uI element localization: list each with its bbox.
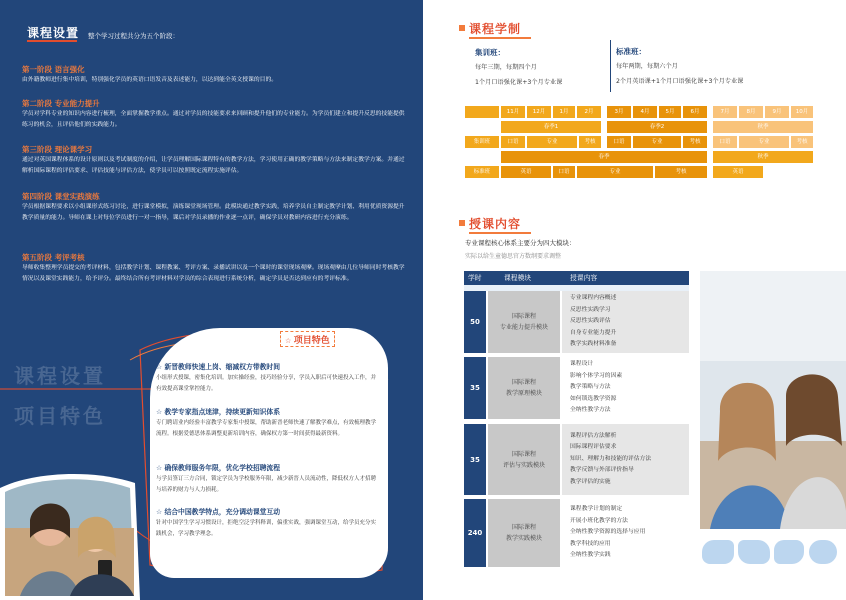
- hours-cell: 50: [464, 291, 486, 353]
- feature-4-text: 针对中国学生学习习惯设计，拒绝空泛学科释训，偏重实战，强调课堂互动，给学员充分实践机会，学习教学理念。: [156, 520, 377, 537]
- feature-2-heading: ☆ 教学专家指点迷津，持续更新知识体系: [156, 408, 281, 416]
- month-cell: 4月: [633, 106, 657, 118]
- month-cell: 12月: [527, 106, 551, 118]
- course-cell: 英语: [501, 166, 551, 178]
- course-cell: 专业: [633, 136, 681, 148]
- exam-cell: 考核: [579, 136, 601, 148]
- students-laughing-photo: [700, 271, 846, 529]
- term-cell: 春季2: [607, 121, 707, 133]
- course-cell: 专业: [577, 166, 653, 178]
- decorative-shape: [774, 540, 804, 564]
- watermark-course: 课程设置: [14, 364, 106, 388]
- page-title: 课程设置: [27, 26, 80, 40]
- course-cell: 口语: [553, 166, 575, 178]
- title-underline: [27, 40, 77, 42]
- right-page: [423, 0, 846, 600]
- stage-1-heading: 第一阶段 语言强化: [22, 65, 85, 74]
- month-cell: 3月: [607, 106, 631, 118]
- standard-line-1: 每年两期，每期六个月: [616, 63, 678, 70]
- exam-cell: 考核: [791, 136, 813, 148]
- decorative-shape: [738, 540, 770, 564]
- intensive-line-1: 每年三期，每期四个月: [475, 64, 537, 71]
- month-cell: 11月: [501, 106, 525, 118]
- header-hours: 学时: [464, 271, 488, 285]
- content-title: 授课内容: [469, 217, 522, 231]
- features-title: ☆ 项目特色: [280, 331, 335, 347]
- content-cell: 专业课程内容概述 反思性实践学习 反思性实践评估 自身专业能力提升 教学实践材料准备: [562, 291, 689, 353]
- standard-class-name: 标准班：: [616, 47, 646, 56]
- class-divider: [610, 40, 611, 92]
- content-cell: 课程评估方法解析 国际课程评估要求 知识、理解力和技能的评估方法 教学反馈与外部评价指导 教学评估的实施: [562, 424, 689, 495]
- feature-3-text: 与学员签订三方合同，锁定学员为学校服务年限，减少新晋人员流动性，降低权方人才招聘与培养的财力与人力损耗。: [156, 476, 377, 493]
- stage-1-text: 由外籍教师进行集中培训，特别强化学员的英语口语发音及表述能力，以达到能全英文授课的目的。: [22, 77, 278, 83]
- month-cell: 2月: [577, 106, 601, 118]
- month-cell: 8月: [739, 106, 763, 118]
- stage-2-heading: 第二阶段 专业能力提升: [22, 99, 100, 108]
- section-marker: [459, 220, 465, 226]
- stage-5-text: 导师收集整理学员提交的考评材料，包括教学计划、课程教案、考评方案、录播试讲以及一个课时的课堂现场观摩。现场观摩由几位导师同时考核教学情况以及课堂实践能力，给予评分。最终结合所有考评材料对学员的综合表现进行系统分析，确定学员是否达到应有的考评标准。: [22, 265, 405, 282]
- stage-3-text: 通过对英国课程体系的设计原则以及考试制度的介绍，让学员理解国际课程特有的教学方法，学习使用正确的教学策略与方法来制定教学方案。并通过解析国际课程的评估要求、评估技能与评估方法，使学员可以按照既定流程实施评估。: [22, 157, 405, 174]
- grid-corner: [465, 106, 499, 118]
- exam-cell: 考核: [683, 136, 707, 148]
- watermark-features: 项目特色: [14, 404, 106, 428]
- month-cell: 9月: [765, 106, 789, 118]
- header-content: 授课内容: [562, 271, 689, 285]
- feature-1-heading: ☆ 新晋教师快速上岗、缩减权方带教时间: [156, 363, 281, 371]
- course-content-table: [464, 271, 689, 569]
- content-note: 实际以给生童德思官方数纲要求调整: [465, 253, 562, 260]
- stage-3-heading: 第三阶段 理论课学习: [22, 145, 93, 154]
- content-cell: 课程设计 影响个体学习的因素 教学策略与方法 如何锁选教学资源 全纳性教学方法: [562, 357, 689, 419]
- course-cell: 口语: [713, 136, 737, 148]
- stage-4-text: 学员根据课程要求以小组课形式练习讨论，进行课堂模拟，演练课堂现场管理。此模块通过教学实践，培养学员自主制定教学计划、利用优质资源提升教学质量的能力。导师在课上对每位学员进行一对一指导，课后对学员录播的作业逐一点评，确保学员对教研内容进行充分演练。: [22, 204, 405, 221]
- month-cell: 7月: [713, 106, 737, 118]
- feature-1-text: 小组形式授课，密集化培训。加实操经验，技巧经验分享，学员入职后可快速投入工作，并有效提高课堂掌控能力。: [156, 375, 377, 392]
- course-cell: 口语: [607, 136, 631, 148]
- intensive-row-label: 集训班: [465, 136, 499, 148]
- hours-cell: 35: [464, 424, 486, 495]
- season-cell: 秋季: [713, 151, 813, 163]
- course-cell: 英语: [713, 166, 763, 178]
- month-cell: 5月: [659, 106, 681, 118]
- course-cell: 专业: [739, 136, 789, 148]
- decorative-shape: [809, 540, 837, 564]
- feature-4-heading: ☆ 结合中国教学特点，充分调动课堂互动: [156, 508, 281, 516]
- feature-2-text: 专门聘请业内经验丰富教学专家集中授课，帮助新晋老师快速了解教学难点，有效梳理教学流程。根据爱德思体系调整更新培训内容，确保权方第一时间获得最新资料。: [156, 420, 377, 437]
- month-cell: 10月: [791, 106, 813, 118]
- intensive-class-name: 集训班：: [475, 48, 505, 57]
- standard-line-2: 2个月英语课+1个月口语强化课+3个月专业课: [616, 78, 744, 85]
- star-icon: ☆: [285, 337, 294, 345]
- content-title-underline: [469, 232, 531, 234]
- course-cell: 专业: [527, 136, 577, 148]
- feature-3-heading: ☆ 确保教师服务年限，优化学校招聘流程: [156, 464, 281, 472]
- decorative-shape: [702, 540, 734, 564]
- content-intro: 专业课程核心体系主要分为四大模块：: [465, 239, 576, 247]
- stage-2-text: 学员对学科专业的知识内容进行梳理，全面掌握教学重点。通过对学员的技能要求来回顾和提升他们的专业能力。为学员们建立和提升反思的技能提供练习的机会，且评估他们的实践能力。: [22, 111, 405, 128]
- month-cell: 1月: [553, 106, 575, 118]
- stage-5-heading: 第五阶段 考评考核: [22, 253, 85, 262]
- course-cell: 口语: [501, 136, 525, 148]
- schedule-title-underline: [469, 37, 531, 39]
- month-cell: 6月: [683, 106, 707, 118]
- schedule-title: 课程学制: [469, 22, 522, 36]
- subtitle: 整个学习过程共分为五个阶段：: [88, 32, 179, 40]
- header-module: 课程模块: [488, 271, 562, 285]
- module-cell: 国际课程 专业能力提升模块: [488, 291, 560, 353]
- module-cell: 国际课程 教学原理模块: [488, 357, 560, 419]
- module-cell: 国际课程 教学实践模块: [488, 499, 560, 567]
- intensive-line-2: 1个月口语强化课+3个月专业课: [475, 79, 563, 86]
- students-photo: [0, 468, 140, 600]
- section-marker: [459, 25, 465, 31]
- season-cell: 春季: [501, 151, 707, 163]
- hours-cell: 35: [464, 357, 486, 419]
- hours-cell: 240: [464, 499, 486, 567]
- exam-cell: 考核: [655, 166, 707, 178]
- term-cell: 春季1: [501, 121, 601, 133]
- standard-row-label: 标准班: [465, 166, 499, 178]
- term-cell: 秋季: [713, 121, 813, 133]
- module-cell: 国际课程 评估与实践模块: [488, 424, 560, 495]
- content-cell: 课程教学计划的制定 开展小班化教学的方法 全纳性教学资源的选择与应用 教学科技的应用 全纳性教学实践: [562, 499, 689, 567]
- stage-4-heading: 第四阶段 课堂实践演练: [22, 192, 100, 201]
